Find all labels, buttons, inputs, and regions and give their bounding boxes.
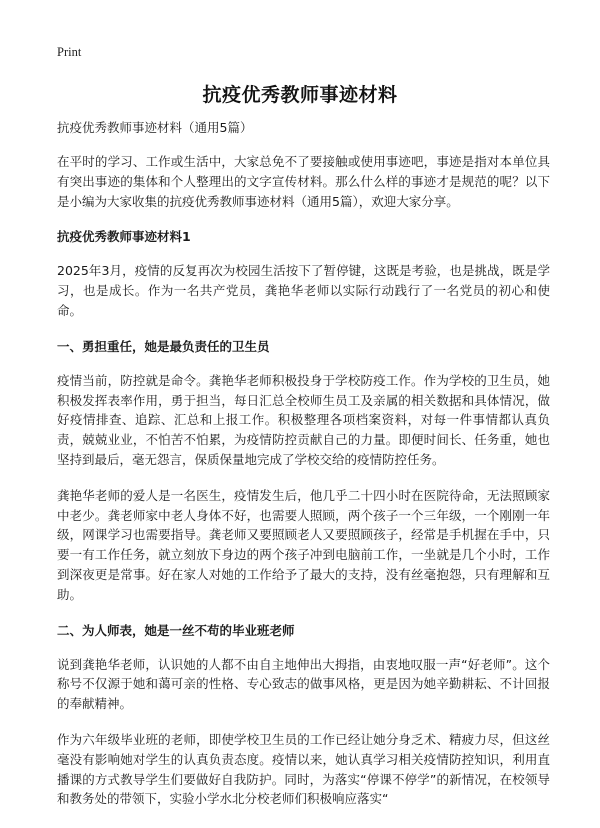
section-paragraph: 疫情当前，防控就是命令。龚艳华老师积极投身于学校防疫工作。作为学校的卫生员，她积极发挥表率作用，勇于担当，每日汇总全校师生员工及亲属的相关数据和具体情况，做好疫情排查、追踪、汇总和上报工作。积极整理各项档案资料，对每一件事情都认真负责，兢兢业业，不怕苦不怕累，为疫情防控贡献自己的力量。即便时间长、任务重，她也坚持到最后，毫无怨言，保质保量地完成了学校交给的疫情防控任务。: [57, 372, 550, 467]
section-heading: 二、为人师表，她是一丝不苟的毕业班老师: [57, 622, 295, 638]
article-subtitle: 抗疫优秀教师事迹材料（通用5篇）: [57, 120, 253, 135]
article-intro-paragraph: 2025年3月，疫情的反复再次为校园生活按下了暂停键，这既是考验，也是挑战，既是学习，也是成长。作为一名共产党员，龚艳华老师以实际行动践行了一名党员的初心和使命。: [57, 263, 550, 318]
intro-paragraph: 在平时的学习、工作或生活中，大家总免不了要接触或使用事迹吧，事迹是指对本单位具有突出事迹的集体和个人整理出的文字宣传材料。那么什么样的事迹才是规范的呢？以下是小编为大家收集的抗疫优秀教师事迹材料（通用5篇），欢迎大家分享。: [57, 154, 550, 209]
page-title: 抗疫优秀教师事迹材料: [202, 84, 398, 106]
article-heading: 抗疫优秀教师事迹材料1: [57, 229, 191, 245]
section-paragraph: 作为六年级毕业班的老师，即使学校卫生员的工作已经让她分身乏术、精疲力尽，但这丝毫没有影响她对学生的认真负责态度。疫情以来，她认真学习相关疫情防控知识，利用直播课的方式教导学生们要做好自我防护。同时，为落实“停课不停学”的新情况，在校领导和教务处的带领下，实验小学水北分校老师们积极响应落实“: [57, 731, 550, 807]
section-heading: 一、勇担重任，她是最负责任的卫生员: [57, 338, 270, 354]
section-paragraph: 龚艳华老师的爱人是一名医生，疫情发生后，他几乎二十四小时在医院待命，无法照顾家中老少。龚老师家中老人身体不好，也需要人照顾，两个孩子一个三年级，一个刚刚一年级，网课学习也需要指导。龚老师又要照顾老人又要照顾孩子，经常是手机握在手中，只要一有工作任务，就立刻放下身边的两个孩子冲到电脑前工作，一坐就是几个小时，工作到深夜更是常事。好在家人对她的工作给予了最大的支持，没有丝毫抱怨，只有理解和互助。: [57, 487, 550, 602]
section-paragraph: 说到龚艳华老师，认识她的人都不由自主地伸出大拇指，由衷地叹服一声“好老师”。这个称号不仅源于她和蔼可亲的性格、专心致志的做事风格，更是因为她辛勤耕耘、不计回报的奉献精神。: [57, 656, 550, 712]
print-link[interactable]: Print: [57, 45, 82, 59]
article-body: [57, 118, 550, 825]
